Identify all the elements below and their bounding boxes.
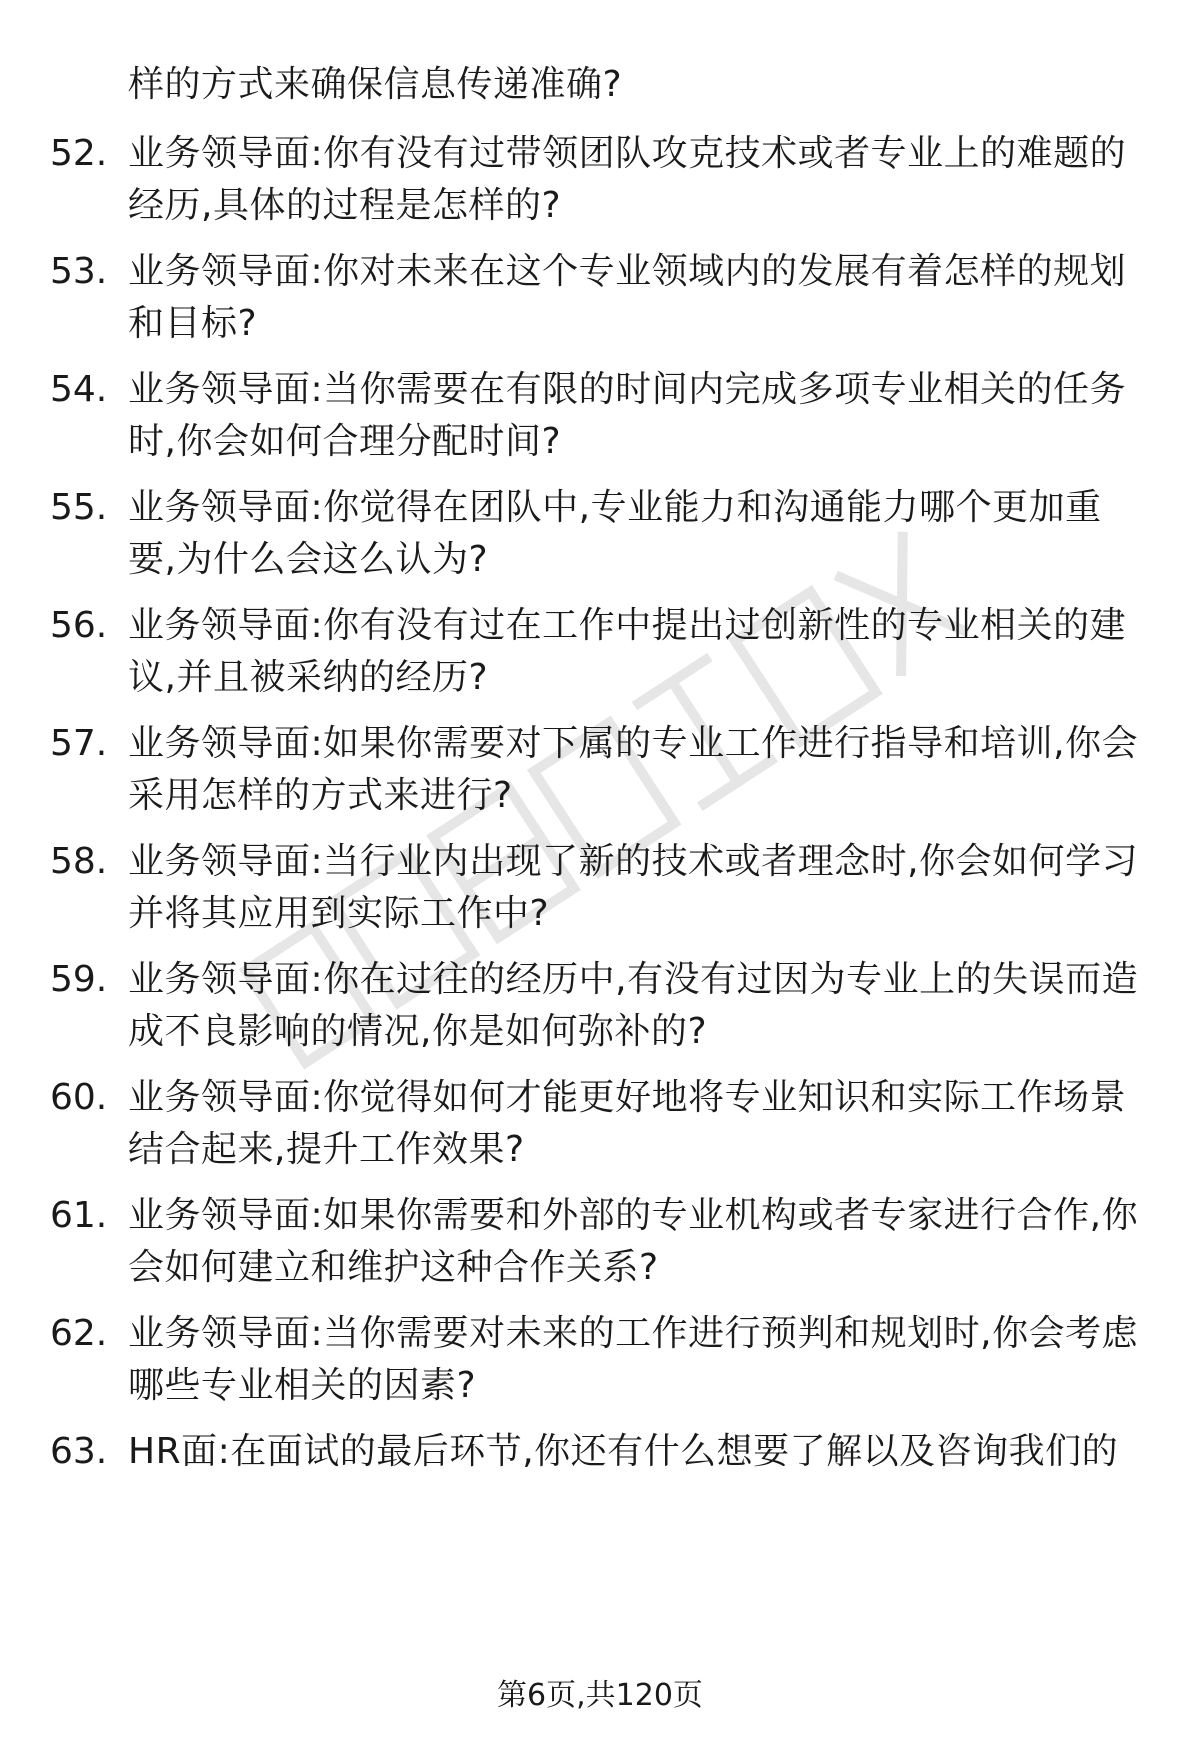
page-footer: 第6页,共120页 <box>497 1678 703 1713</box>
item-number: 56. <box>50 605 108 646</box>
item-number: 61. <box>50 1195 108 1236</box>
item-number: 62. <box>50 1313 108 1354</box>
item-text: HR面:在面试的最后环节,你还有什么想要了解以及咨询我们的 <box>128 1431 1119 1472</box>
item-number: 54. <box>50 369 108 410</box>
item-number: 58. <box>50 841 108 882</box>
item-text: 业务领导面:你觉得在团队中,专业能力和沟通能力哪个更加重要,为什么会这么认为? <box>128 487 1102 580</box>
item-text: 业务领导面:如果你需要对下属的专业工作进行指导和培训,你会采用怎样的方式来进行? <box>128 723 1139 816</box>
item-text: 业务领导面:当你需要对未来的工作进行预判和规划时,你会考虑哪些专业相关的因素? <box>128 1313 1139 1406</box>
item-text: 业务领导面:你觉得如何才能更好地将专业知识和实际工作场景结合起来,提升工作效果? <box>128 1077 1127 1170</box>
item-text: 业务领导面:你有没有过带领团队攻克技术或者专业上的难题的经历,具体的过程是怎样的? <box>128 133 1127 226</box>
item-text: 业务领导面:当你需要在有限的时间内完成多项专业相关的任务时,你会如何合理分配时间? <box>128 369 1127 462</box>
item-number: 63. <box>50 1431 108 1472</box>
item-text: 业务领导面:你在过往的经历中,有没有过因为专业上的失误而造成不良影响的情况,你是如何弥补的? <box>128 959 1139 1052</box>
item-number: 57. <box>50 723 108 764</box>
item-number: 60. <box>50 1077 108 1118</box>
item-text: 业务领导面:你有没有过在工作中提出过创新性的专业相关的建议,并且被采纳的经历? <box>128 605 1127 698</box>
item-number: 59. <box>50 959 108 1000</box>
item-text: 业务领导面:当行业内出现了新的技术或者理念时,你会如何学习并将其应用到实际工作中? <box>128 841 1139 934</box>
item-text: 业务领导面:你对未来在这个专业领域内的发展有着怎样的规划和目标? <box>128 251 1127 344</box>
item-text: 业务领导面:如果你需要和外部的专业机构或者专家进行合作,你会如何建立和维护这种合作关系? <box>128 1195 1139 1288</box>
item-number: 53. <box>50 251 108 292</box>
continuation-line: 样的方式来确保信息传递准确? <box>128 64 623 105</box>
item-number: 55. <box>50 487 108 528</box>
item-number: 52. <box>50 133 108 174</box>
